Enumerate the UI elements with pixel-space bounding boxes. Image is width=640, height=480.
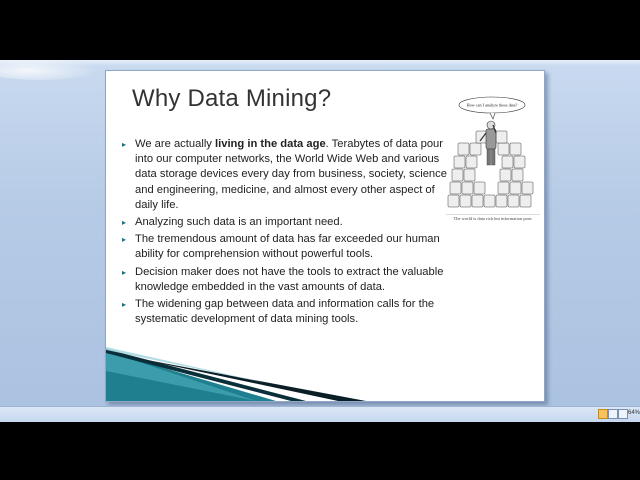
bullet-item[interactable]: [120, 137, 450, 213]
bullet-arrow-icon: ▸: [122, 218, 127, 228]
slide-title[interactable]: Why Data Mining?: [132, 85, 332, 112]
bullet-arrow-icon: ▸: [122, 300, 127, 310]
data-mountain-illustration[interactable]: [446, 95, 538, 213]
slide-sorter-view-icon[interactable]: [608, 409, 618, 419]
slideshow-view-icon[interactable]: [618, 409, 628, 419]
status-bar: [0, 406, 640, 422]
bullet-text-bold: living in the data age: [215, 138, 326, 150]
bullet-item[interactable]: [120, 215, 450, 230]
bullet-list[interactable]: [120, 137, 450, 329]
speech-bubble-text: How can I analyze these data?: [466, 102, 518, 108]
bullet-arrow-icon: ▸: [122, 235, 127, 245]
bullet-item[interactable]: [120, 232, 450, 262]
illustration-caption: The world is data rich but information poor.: [446, 214, 540, 221]
bullet-text-intro: We are actually: [135, 138, 216, 150]
normal-view-icon[interactable]: [598, 409, 608, 419]
bullet-text: Analyzing such data is an important need.: [135, 216, 343, 229]
slide-canvas[interactable]: [105, 70, 545, 402]
zoom-level[interactable]: 64%: [628, 410, 640, 416]
bullet-arrow-icon: ▸: [122, 140, 127, 149]
dark-stripe: [106, 349, 306, 401]
black-wedge: [126, 356, 366, 401]
bullet-text: The widening gap between data and information calls for the systematic development of data mining tools.: [135, 298, 435, 326]
bullet-text: The tremendous amount of data has far exceeded our human ability for comprehension without powerful tools.: [135, 233, 440, 261]
bullet-text-rest: . Terabytes of data pour into our computer networks, the World Wide Web and various data storage devices every day from business, society, science and engineering, medicine, and almost every other aspect of daily life.: [135, 138, 447, 211]
powerpoint-window: [0, 60, 640, 422]
bullet-arrow-icon: ▸: [122, 267, 127, 277]
teal-wedge: [106, 351, 276, 401]
background-swoosh: [0, 60, 100, 80]
bullet-item[interactable]: [120, 297, 450, 327]
bullet-item[interactable]: [120, 265, 450, 295]
bullet-text: Decision maker does not have the tools to extract the valuable knowledge embedded in the vast amounts of data.: [135, 265, 444, 293]
